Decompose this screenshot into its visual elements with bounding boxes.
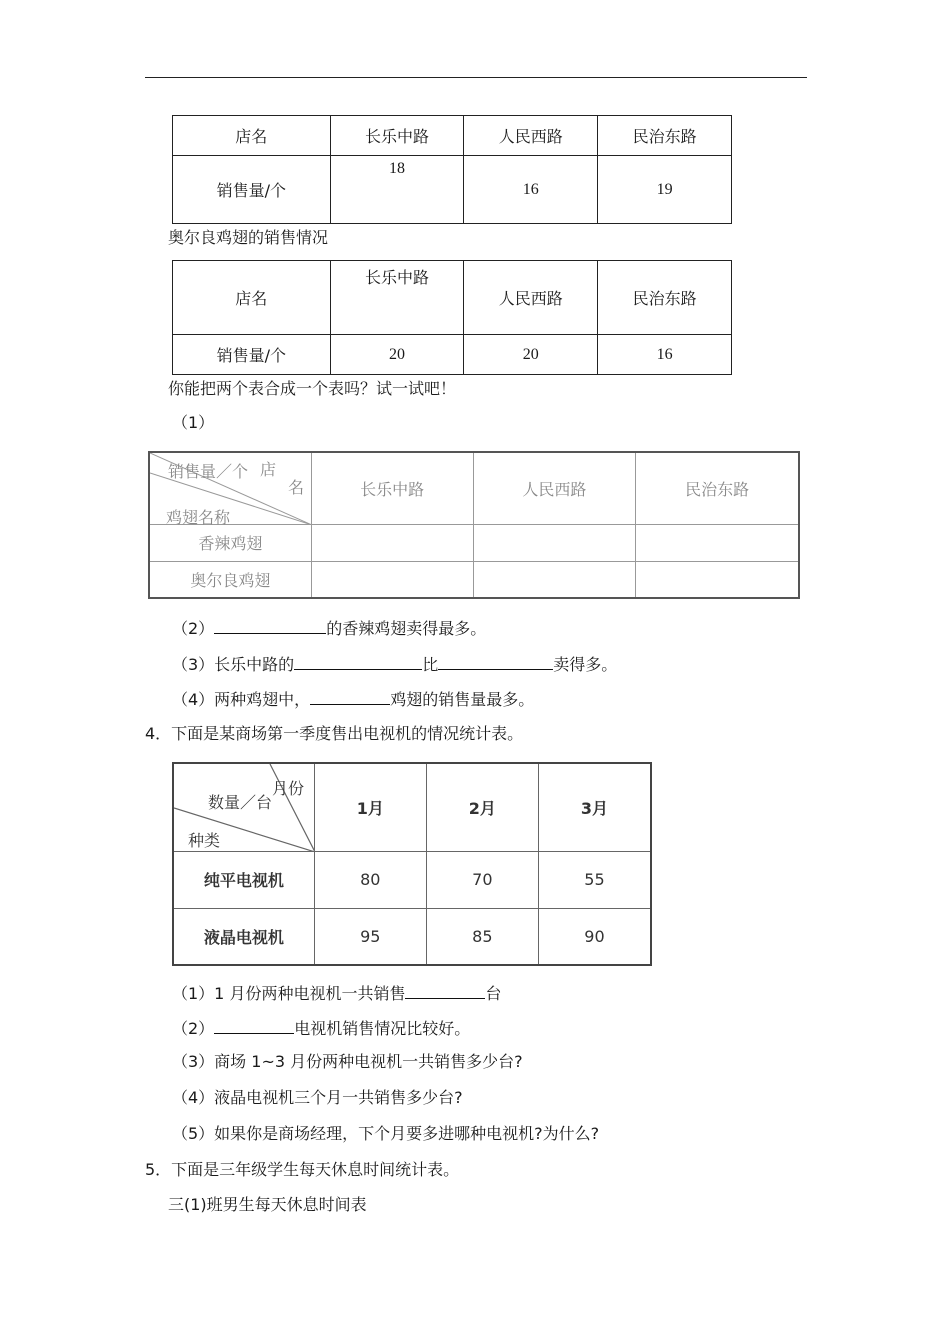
table4-row-2-value-3: 90 <box>538 908 651 965</box>
problem-5-subtitle: 三(1)班男生每天休息时间表 <box>168 1195 367 1214</box>
table1-header-store: 店名 <box>173 116 331 156</box>
table4-corner-cell <box>173 763 314 851</box>
problem-4-title: 4．下面是某商场第一季度售出电视机的情况统计表。 <box>145 724 524 743</box>
problem-5-title: 5．下面是三年级学生每天休息时间统计表。 <box>145 1160 460 1179</box>
table2-header-col1: 长乐中路 <box>330 261 464 335</box>
table4-row-1-value-1: 80 <box>314 851 426 908</box>
orleans-wings-table <box>172 260 732 375</box>
problem-4-q2-suffix: 电视机销售情况比较好。 <box>294 1019 471 1038</box>
question-3-middle: 比 <box>422 655 439 674</box>
table3-blank[interactable] <box>311 561 473 598</box>
merge-prompt: 你能把两个表合成一个表吗？试一试吧！ <box>168 379 457 398</box>
problem-4-q5: （5）如果你是商场经理，下个月要多进哪种电视机?为什么? <box>172 1124 600 1143</box>
table1-value-2: 16 <box>464 156 598 224</box>
table4-col-1: 1月 <box>314 763 426 851</box>
table3-corner-quantity: 销售量／个 <box>168 462 249 481</box>
table2-value-2: 20 <box>464 335 598 375</box>
table2-value-3: 16 <box>598 335 732 375</box>
table4-row-1-name: 纯平电视机 <box>173 851 314 908</box>
problem-4-q1-suffix: 台 <box>485 984 502 1003</box>
table4-row-2-value-1: 95 <box>314 908 426 965</box>
table3-corner-cell <box>149 452 311 527</box>
table3-blank[interactable] <box>636 524 799 561</box>
spicy-wings-table <box>172 115 732 224</box>
table3-row-2: 奥尔良鸡翅 <box>149 561 311 598</box>
table4-corner-month: 月份 <box>272 779 305 798</box>
combined-table <box>148 451 800 599</box>
question-3 <box>172 653 617 675</box>
table2-header-col3: 民治东路 <box>598 261 732 335</box>
question-3-blank-1[interactable] <box>294 653 422 670</box>
header-rule <box>145 77 807 78</box>
table3-blank[interactable] <box>473 561 636 598</box>
question-4-prefix: （4）两种鸡翅中， <box>172 690 311 709</box>
question-2-blank[interactable] <box>214 617 326 634</box>
table1-value-1: 18 <box>330 156 464 224</box>
table4-col-3: 3月 <box>538 763 651 851</box>
table3-blank[interactable] <box>636 561 799 598</box>
problem-4-q1-prefix: （1）1 月份两种电视机一共销售 <box>172 984 406 1003</box>
problem-4-q3: （3）商场 1~3 月份两种电视机一共销售多少台? <box>172 1052 523 1071</box>
table2-header-store: 店名 <box>173 261 331 335</box>
table4-row-1-value-2: 70 <box>426 851 538 908</box>
question-4-blank[interactable] <box>310 688 390 705</box>
table2-row-label: 销售量/个 <box>173 335 331 375</box>
table1-row-label: 销售量/个 <box>173 156 331 224</box>
question-1-label: （1） <box>172 413 215 432</box>
table2-caption: 奥尔良鸡翅的销售情况 <box>168 228 329 247</box>
table1-header-col1: 长乐中路 <box>330 116 464 156</box>
table4-col-2: 2月 <box>426 763 538 851</box>
question-4 <box>172 688 534 710</box>
question-2 <box>172 617 486 639</box>
table2-header-col2: 人民西路 <box>464 261 598 335</box>
table1-header-col3: 民治东路 <box>598 116 732 156</box>
table1-value-3: 19 <box>598 156 732 224</box>
table4-corner-type: 种类 <box>188 831 221 850</box>
table3-corner-wing-name: 鸡翅名称 <box>166 508 231 527</box>
tv-sales-table <box>172 762 652 966</box>
table3-corner-store-2: 名 <box>288 478 305 497</box>
table2-value-1: 20 <box>330 335 464 375</box>
table3-blank[interactable] <box>311 524 473 561</box>
table3-col-1: 长乐中路 <box>311 452 473 524</box>
question-3-prefix: （3）长乐中路的 <box>172 655 295 674</box>
problem-4-q2-prefix: （2） <box>172 1019 215 1038</box>
problem-4-q4: （4）液晶电视机三个月一共销售多少台? <box>172 1088 463 1107</box>
table4-corner-quantity: 数量／台 <box>208 793 273 812</box>
problem-4-q1 <box>172 982 501 1004</box>
table1-header-col2: 人民西路 <box>464 116 598 156</box>
problem-4-q1-blank[interactable] <box>405 982 485 999</box>
question-4-suffix: 鸡翅的销售量最多。 <box>390 690 535 709</box>
table3-row-1: 香辣鸡翅 <box>149 524 311 561</box>
table4-row-2-name: 液晶电视机 <box>173 908 314 965</box>
problem-4-q2-blank[interactable] <box>214 1017 294 1034</box>
question-2-suffix: 的香辣鸡翅卖得最多。 <box>326 619 487 638</box>
question-2-prefix: （2） <box>172 619 215 638</box>
table3-corner-store-1: 店 <box>260 460 277 479</box>
problem-4-q2 <box>172 1017 470 1039</box>
table3-col-3: 民治东路 <box>636 452 799 524</box>
question-3-suffix: 卖得多。 <box>553 655 618 674</box>
table4-row-2-value-2: 85 <box>426 908 538 965</box>
question-3-blank-2[interactable] <box>438 653 553 670</box>
table3-blank[interactable] <box>473 524 636 561</box>
table3-col-2: 人民西路 <box>473 452 636 524</box>
table4-row-1-value-3: 55 <box>538 851 651 908</box>
